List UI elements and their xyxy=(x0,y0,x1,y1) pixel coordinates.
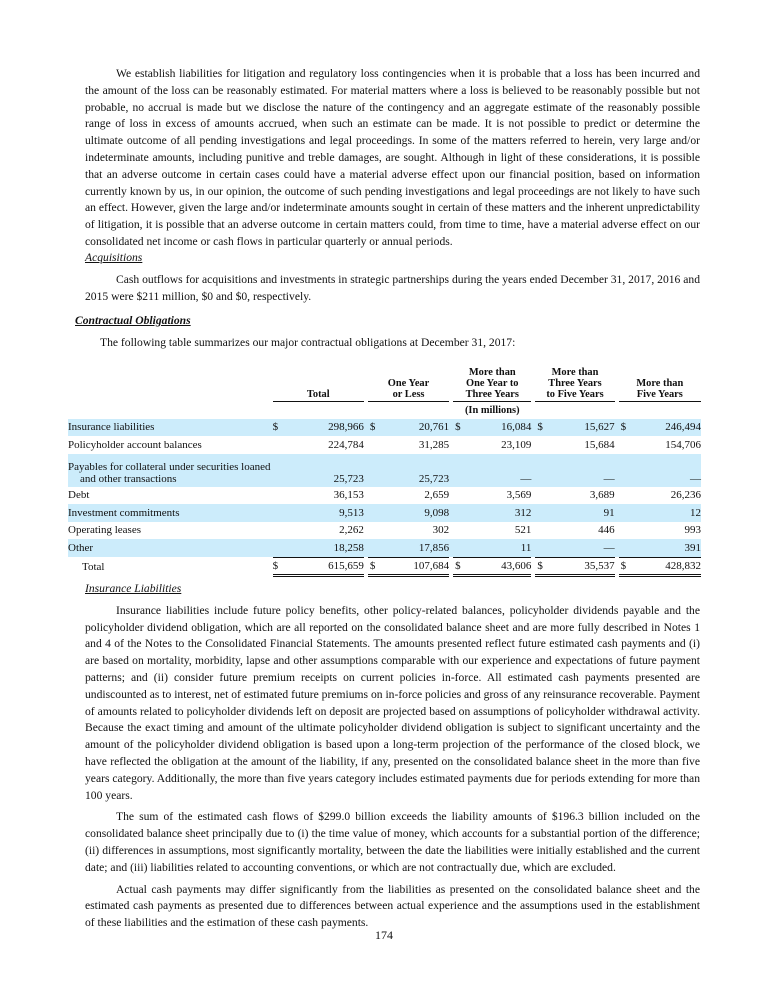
page-number: 174 xyxy=(375,928,393,942)
contractual-obligations-table xyxy=(68,367,701,577)
value-one-to-three-years: 23,109 xyxy=(501,438,532,451)
table-row xyxy=(68,522,701,540)
value-total: 2,262 xyxy=(339,524,364,537)
value-three-to-five-years: — xyxy=(553,454,614,487)
insurance-liabilities-section xyxy=(85,581,700,932)
value-three-to-five-years: — xyxy=(553,539,614,557)
value-three-to-five-years: 15,684 xyxy=(584,438,615,451)
table-row xyxy=(68,504,701,522)
value-more-than-five-years: 246,494 xyxy=(637,419,701,437)
dollar-sign: $ xyxy=(368,557,386,577)
table-total-row xyxy=(68,557,701,577)
value-one-year-or-less: 25,723 xyxy=(386,454,449,487)
dollar-sign: $ xyxy=(368,419,386,437)
dollar-sign: $ xyxy=(619,557,637,577)
value-total: 9,513 xyxy=(301,504,364,522)
table-row xyxy=(68,539,701,557)
insurance-liabilities-paragraph-2: The sum of the estimated cash flows of $299.0 billion exceeds the liability amounts of $196.3 billion included on the consolidated balance sheet principally due to (i) the time value of money, which accounts for a substantial portion of the difference; (ii) differences in assumptions, most significantly mortality, between the date the liabilities were initially established and the current date; and (iii) liabilities related to accounting conventions, or which are not contractually due, which are excluded. xyxy=(85,810,700,874)
contractual-obligations-heading: Contractual Obligations xyxy=(75,314,191,327)
value-total: 298,966 xyxy=(301,419,364,437)
dollar-sign: $ xyxy=(453,557,471,577)
value-total: 36,153 xyxy=(333,489,364,502)
contractual-obligations-section xyxy=(75,313,700,352)
value-one-to-three-years: 3,569 xyxy=(506,489,532,502)
value-three-to-five-years: 3,689 xyxy=(589,489,615,502)
acquisitions-section xyxy=(85,250,700,305)
contractual-obligations-intro: The following table summarizes our major contractual obligations at December 31, 2017: xyxy=(100,335,516,349)
units-label: (In millions) xyxy=(464,404,520,416)
table-row xyxy=(68,487,701,505)
value-three-to-five-years: 15,627 xyxy=(553,419,614,437)
total-value-total: 615,659 xyxy=(301,557,364,577)
dollar-sign: $ xyxy=(619,419,637,437)
value-more-than-five-years: 993 xyxy=(684,524,701,537)
dollar-sign: $ xyxy=(453,419,471,437)
insurance-liabilities-paragraph-1: Insurance liabilities include future policy benefits, other policy-related balances, policyholder dividends payable and the policyholder dividend obligation, which are all reported on the consolidated balance sheet and are more fully described in Notes 1 and 4 of the Notes to the Consolidated Financial Statements. The amounts presented reflect future estimated cash payments and (i) are based on mortality, morbidity, lapse and other assumptions comparable with our experience and expectations of future payment patterns; and (ii) consider future premium receipts on current policies in-force. All estimated cash payments presented are undiscounted as to interest, net of estimated future premiums on in-force policies and gross of any reinsurance recoverable. Payment of amounts related to policyholder dividends left on deposit are projected based on assumptions of policyholder withdrawal activity. Because the exact timing and amount of the ultimate policyholder dividend obligation is subject to significant uncertainty and the amount of the policyholder dividend obligation is based upon a long-term projection of the performance of the closed block, we have reflected the obligation at the amount of the liability, if any, presented on the consolidated balance sheet in the more than five years category. Additionally, the more than five years category includes estimated payments due for periods extending for more than 100 years. xyxy=(85,603,700,802)
row-label: Investment commitments xyxy=(68,504,273,522)
table-header-row xyxy=(68,367,701,402)
value-more-than-five-years: 12 xyxy=(637,504,701,522)
value-more-than-five-years: 154,706 xyxy=(665,438,701,451)
column-header-total: Total xyxy=(273,367,364,402)
value-one-year-or-less: 302 xyxy=(432,524,450,537)
total-label: Total xyxy=(82,560,105,573)
value-total: 224,784 xyxy=(328,438,364,451)
litigation-paragraph: We establish liabilities for litigation and regulatory loss contingencies when it is probable that a loss has been incurred and the amount of the loss can be reasonably estimated. For material matters where a loss is believed to be reasonably possible but not probable, no accrual is made but we disclose the nature of the contingency and an aggregate estimate of the reasonably possible range of loss in excess of amounts accrued, when such an estimate can be made. It is not possible to predict or determine the ultimate outcome of all pending investigations and legal proceedings. In some of the matters referred to herein, very large and/or indeterminate amounts, including punitive and treble damages, are sought. Although in light of these considerations, it is possible that an adverse outcome in certain cases could have a material adverse effect upon our financial position, based on information currently known by us, in our opinion, the outcome of such pending investigations and legal proceedings are not likely to have such an effect. However, given the large and/or indeterminate amounts sought in certain of these matters and the inherent unpredictability of litigation, it is possible that an adverse outcome in certain matters could, from time to time, have a material adverse effect on our consolidated net income or cash flows in particular quarterly or annual periods. xyxy=(85,67,700,248)
total-value-one-to-three-years: 43,606 xyxy=(471,557,531,577)
value-one-to-three-years: 521 xyxy=(514,524,532,537)
row-label: Operating leases xyxy=(68,524,141,537)
value-three-to-five-years: 91 xyxy=(553,504,614,522)
value-one-to-three-years: 312 xyxy=(471,504,531,522)
dollar-sign: $ xyxy=(273,557,301,577)
value-more-than-five-years: 391 xyxy=(637,539,701,557)
column-header-three-to-five-years: More than Three Years to Five Years xyxy=(535,367,614,402)
row-label: Debt xyxy=(68,489,90,502)
value-one-to-three-years: 16,084 xyxy=(471,419,531,437)
value-one-year-or-less: 17,856 xyxy=(386,539,449,557)
dollar-sign: $ xyxy=(535,557,553,577)
insurance-liabilities-heading: Insurance Liabilities xyxy=(85,582,182,595)
table-row xyxy=(68,419,701,437)
acquisitions-paragraph: Cash outflows for acquisitions and investments in strategic partnerships during the years ended December 31, 2017, 2016 and 2015 were $211 million, $0 and $0, respectively. xyxy=(85,272,700,303)
insurance-liabilities-paragraph-3: Actual cash payments may differ significantly from the liabilities as presented on the consolidated balance sheet and the estimated cash payments as presented due to differences between actual experience and the assumptions used in the establishment of these liabilities and the estimation of these cash payments. xyxy=(85,882,700,930)
dollar-sign: $ xyxy=(273,419,301,437)
row-label: Insurance liabilities xyxy=(68,419,273,437)
value-one-to-three-years: 11 xyxy=(471,539,531,557)
value-more-than-five-years: — xyxy=(637,454,701,487)
total-value-more-than-five-years: 428,832 xyxy=(637,557,701,577)
total-value-three-to-five-years: 35,537 xyxy=(553,557,614,577)
value-one-year-or-less: 31,285 xyxy=(418,438,450,451)
column-header-one-year-or-less: One Year or Less xyxy=(368,367,449,402)
value-one-to-three-years: — xyxy=(471,454,531,487)
litigation-paragraph-block xyxy=(85,66,700,251)
row-label: Payables for collateral under securities loaned and other transactions xyxy=(68,454,273,487)
units-row xyxy=(68,402,701,419)
value-total: 25,723 xyxy=(301,454,364,487)
value-three-to-five-years: 446 xyxy=(598,524,615,537)
table-row xyxy=(68,436,701,454)
value-one-year-or-less: 2,659 xyxy=(424,489,450,502)
total-value-one-year-or-less: 107,684 xyxy=(386,557,449,577)
row-label: Policyholder account balances xyxy=(68,438,202,451)
row-label: Other xyxy=(68,539,273,557)
value-one-year-or-less: 20,761 xyxy=(386,419,449,437)
value-one-year-or-less: 9,098 xyxy=(386,504,449,522)
column-header-one-to-three-years: More than One Year to Three Years xyxy=(453,367,531,402)
value-more-than-five-years: 26,236 xyxy=(670,489,701,502)
column-header-more-than-five-years: More than Five Years xyxy=(619,367,701,402)
table-row xyxy=(68,454,701,487)
value-total: 18,258 xyxy=(301,539,364,557)
acquisitions-heading: Acquisitions xyxy=(85,251,143,264)
dollar-sign: $ xyxy=(535,419,553,437)
